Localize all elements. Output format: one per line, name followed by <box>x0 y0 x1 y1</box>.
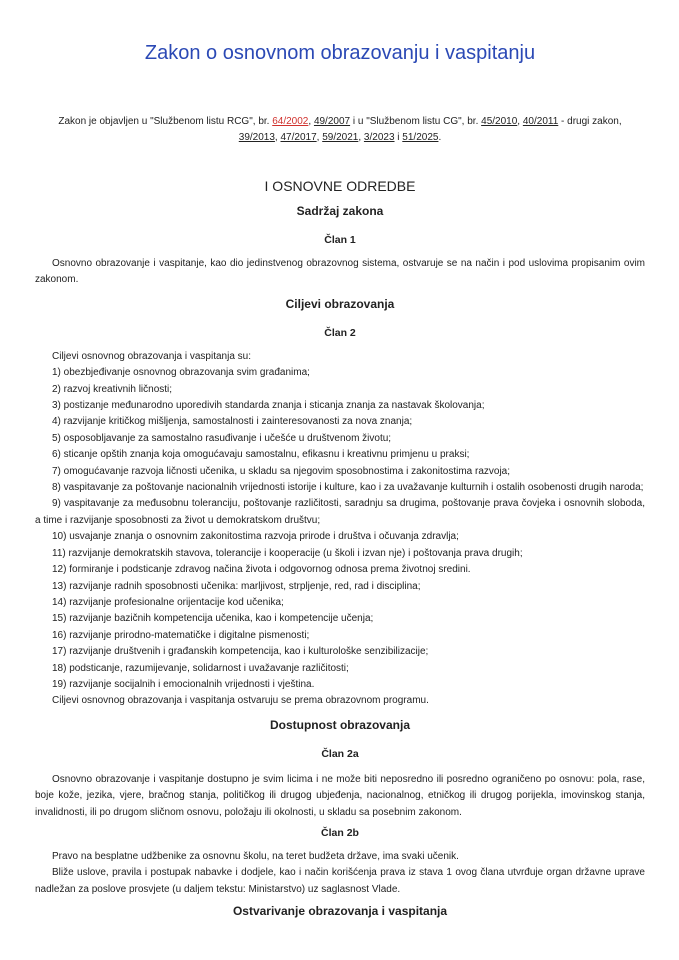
paragraph: 8) vaspitavanje za poštovanje nacionalnih vrijednosti istorije i kulture, kao i za uvažavanje kulturnih i ostalih osobenosti drugih naroda; <box>52 482 644 494</box>
paragraph: Osnovno obrazovanje i vaspitanje dostupno je svim licima i ne može biti neposredno ili posredno ograničeno po osnovu: pola, rase, boje kože, jezika, vjere, bračnog stanja, političkog ili drugog ubjeđenja, nacionalnog, etničkog ili drugog porijekla, imovinskog stanja, invalidnosti, ili po drugom sličnom osnovu, položaju ili okolnosti, u skladu sa posebnim zakonom. <box>35 773 645 818</box>
article-number: Član 1 <box>324 234 356 246</box>
paragraph: 15) razvijanje bazičnih kompetencija učenika, kao i kompetencije učenja; <box>52 613 374 625</box>
document-title: Zakon o osnovnom obrazovanju i vaspitanju <box>144 42 536 64</box>
sections <box>35 204 645 920</box>
paragraph: 2) razvoj kreativnih ličnosti; <box>52 383 173 395</box>
paragraph: 5) osposobljavanje za samostalno rasuđivanje i učešće u društvenom životu; <box>52 432 392 444</box>
paragraph: 9) vaspitavanje za međusobnu toleranciju, poštovanje različitosti, saradnju sa drugima, poštovanje prava čovjeka i osnovnih sloboda, a time i razvijanje sposobnosti za život u demokratskom društvu; <box>35 498 645 526</box>
gazette-link[interactable]: 49/2007 <box>313 116 351 127</box>
gazette-link[interactable]: 47/2017 <box>280 132 317 143</box>
paragraph: 7) omogućavanje razvoja ličnosti učenika, u skladu sa njegovim sposobnostima i zakonitostima razvoja; <box>52 465 511 477</box>
part-heading: I OSNOVNE ODREDBE <box>264 178 416 194</box>
paragraph: Osnovno obrazovanje i vaspitanje, kao dio jedinstvenog obrazovnog sistema, ostvaruje se na način i pod uslovima propisanim ovim zakonom. <box>35 258 645 286</box>
section-heading: Sadržaj zakona <box>296 204 384 218</box>
gazette-link[interactable]: 51/2025 <box>402 132 439 143</box>
article-number: Član 2 <box>324 326 356 339</box>
paragraph: Pravo na besplatne udžbenike za osnovnu školu, na teret budžeta države, ima svaki učenik. <box>52 850 459 862</box>
paragraph: 1) obezbjeđivanje osnovnog obrazovanja svim građanima; <box>52 367 310 379</box>
paragraph: 13) razvijanje radnih sposobnosti učenika: marljivost, strpljenje, red, rad i disciplina; <box>52 580 421 592</box>
paragraph: 12) formiranje i podsticanje zdravog načina života i odgovornog odnosa prema životnoj sredini. <box>52 564 471 576</box>
paragraph: 6) sticanje opštih znanja koja omogućavaju samostalnu, efikasnu i kreativnu primjenu u praksi; <box>52 449 470 461</box>
paragraph: 18) podsticanje, razumijevanje, solidarnost i uvažavanje različitosti; <box>52 662 349 674</box>
gazette-link[interactable]: 3/2023 <box>363 132 395 143</box>
paragraph: 16) razvijanje prirodno-matematičke i digitalne pismenosti; <box>52 629 310 641</box>
paragraph: 11) razvijanje demokratskih stavova, tolerancije i kooperacije (u školi i izvan nje) i poštovanja prava drugih; <box>52 547 523 559</box>
paragraph: 10) usvajanje znanja o osnovnim zakonitostima razvoja prirode i društva i očuvanja zdravlja; <box>52 531 459 543</box>
gazette-link[interactable]: 64/2002 <box>272 116 309 127</box>
section-heading: Dostupnost obrazovanja <box>269 717 410 732</box>
paragraph: 3) postizanje međunarodno uporedivih standarda znanja i sticanja znanja za nastavak školovanja; <box>52 400 485 412</box>
paragraph: Ciljevi osnovnog obrazovanja i vaspitanja su: <box>52 350 252 362</box>
paragraph: 17) razvijanje društvenih i građanskih kompetencija, kao i kulturološke senzibilizacije; <box>52 646 429 658</box>
paragraph: Ciljevi osnovnog obrazovanja i vaspitanja ostvaruju se prema obrazovnom programu. <box>52 695 429 707</box>
paragraph: 19) razvijanje socijalnih i emocionalnih vrijednosti i vještina. <box>52 678 315 690</box>
section-heading: Ciljevi obrazovanja <box>285 296 395 311</box>
publication-note: Zakon je objavljen u "Službenom listu RCG", br. 64/2002, 49/2007 i u "Službenom listu CG", br. 45/2010, 40/2011 - drugi zakon, 39/2013, 47/2017, 59/2021, 3/2023 i 51/2025. <box>58 116 622 143</box>
paragraph: 4) razvijanje kritičkog mišljenja, samostalnosti i zainteresovanosti za nova znanja; <box>52 416 413 428</box>
article-number: Član 2b <box>321 826 359 839</box>
gazette-link[interactable]: 39/2013 <box>238 132 275 143</box>
paragraph: 14) razvijanje profesionalne orijentacije kod učenika; <box>52 596 284 608</box>
article-number: Član 2a <box>321 747 359 760</box>
gazette-link[interactable]: 40/2011 <box>522 116 559 127</box>
section-heading: Ostvarivanje obrazovanja i vaspitanja <box>232 904 448 919</box>
gazette-link[interactable]: 59/2021 <box>322 132 359 143</box>
gazette-link[interactable]: 45/2010 <box>481 116 518 127</box>
paragraph: Bliže uslove, pravila i postupak nabavke i dodjele, kao i način korišćenja prava iz stava 1 ovog člana utvrđuje organ državne uprave nadležan za poslove prosvjete (u daljem tekstu: Ministarstvo) uz saglasnost Vlade. <box>35 867 645 895</box>
